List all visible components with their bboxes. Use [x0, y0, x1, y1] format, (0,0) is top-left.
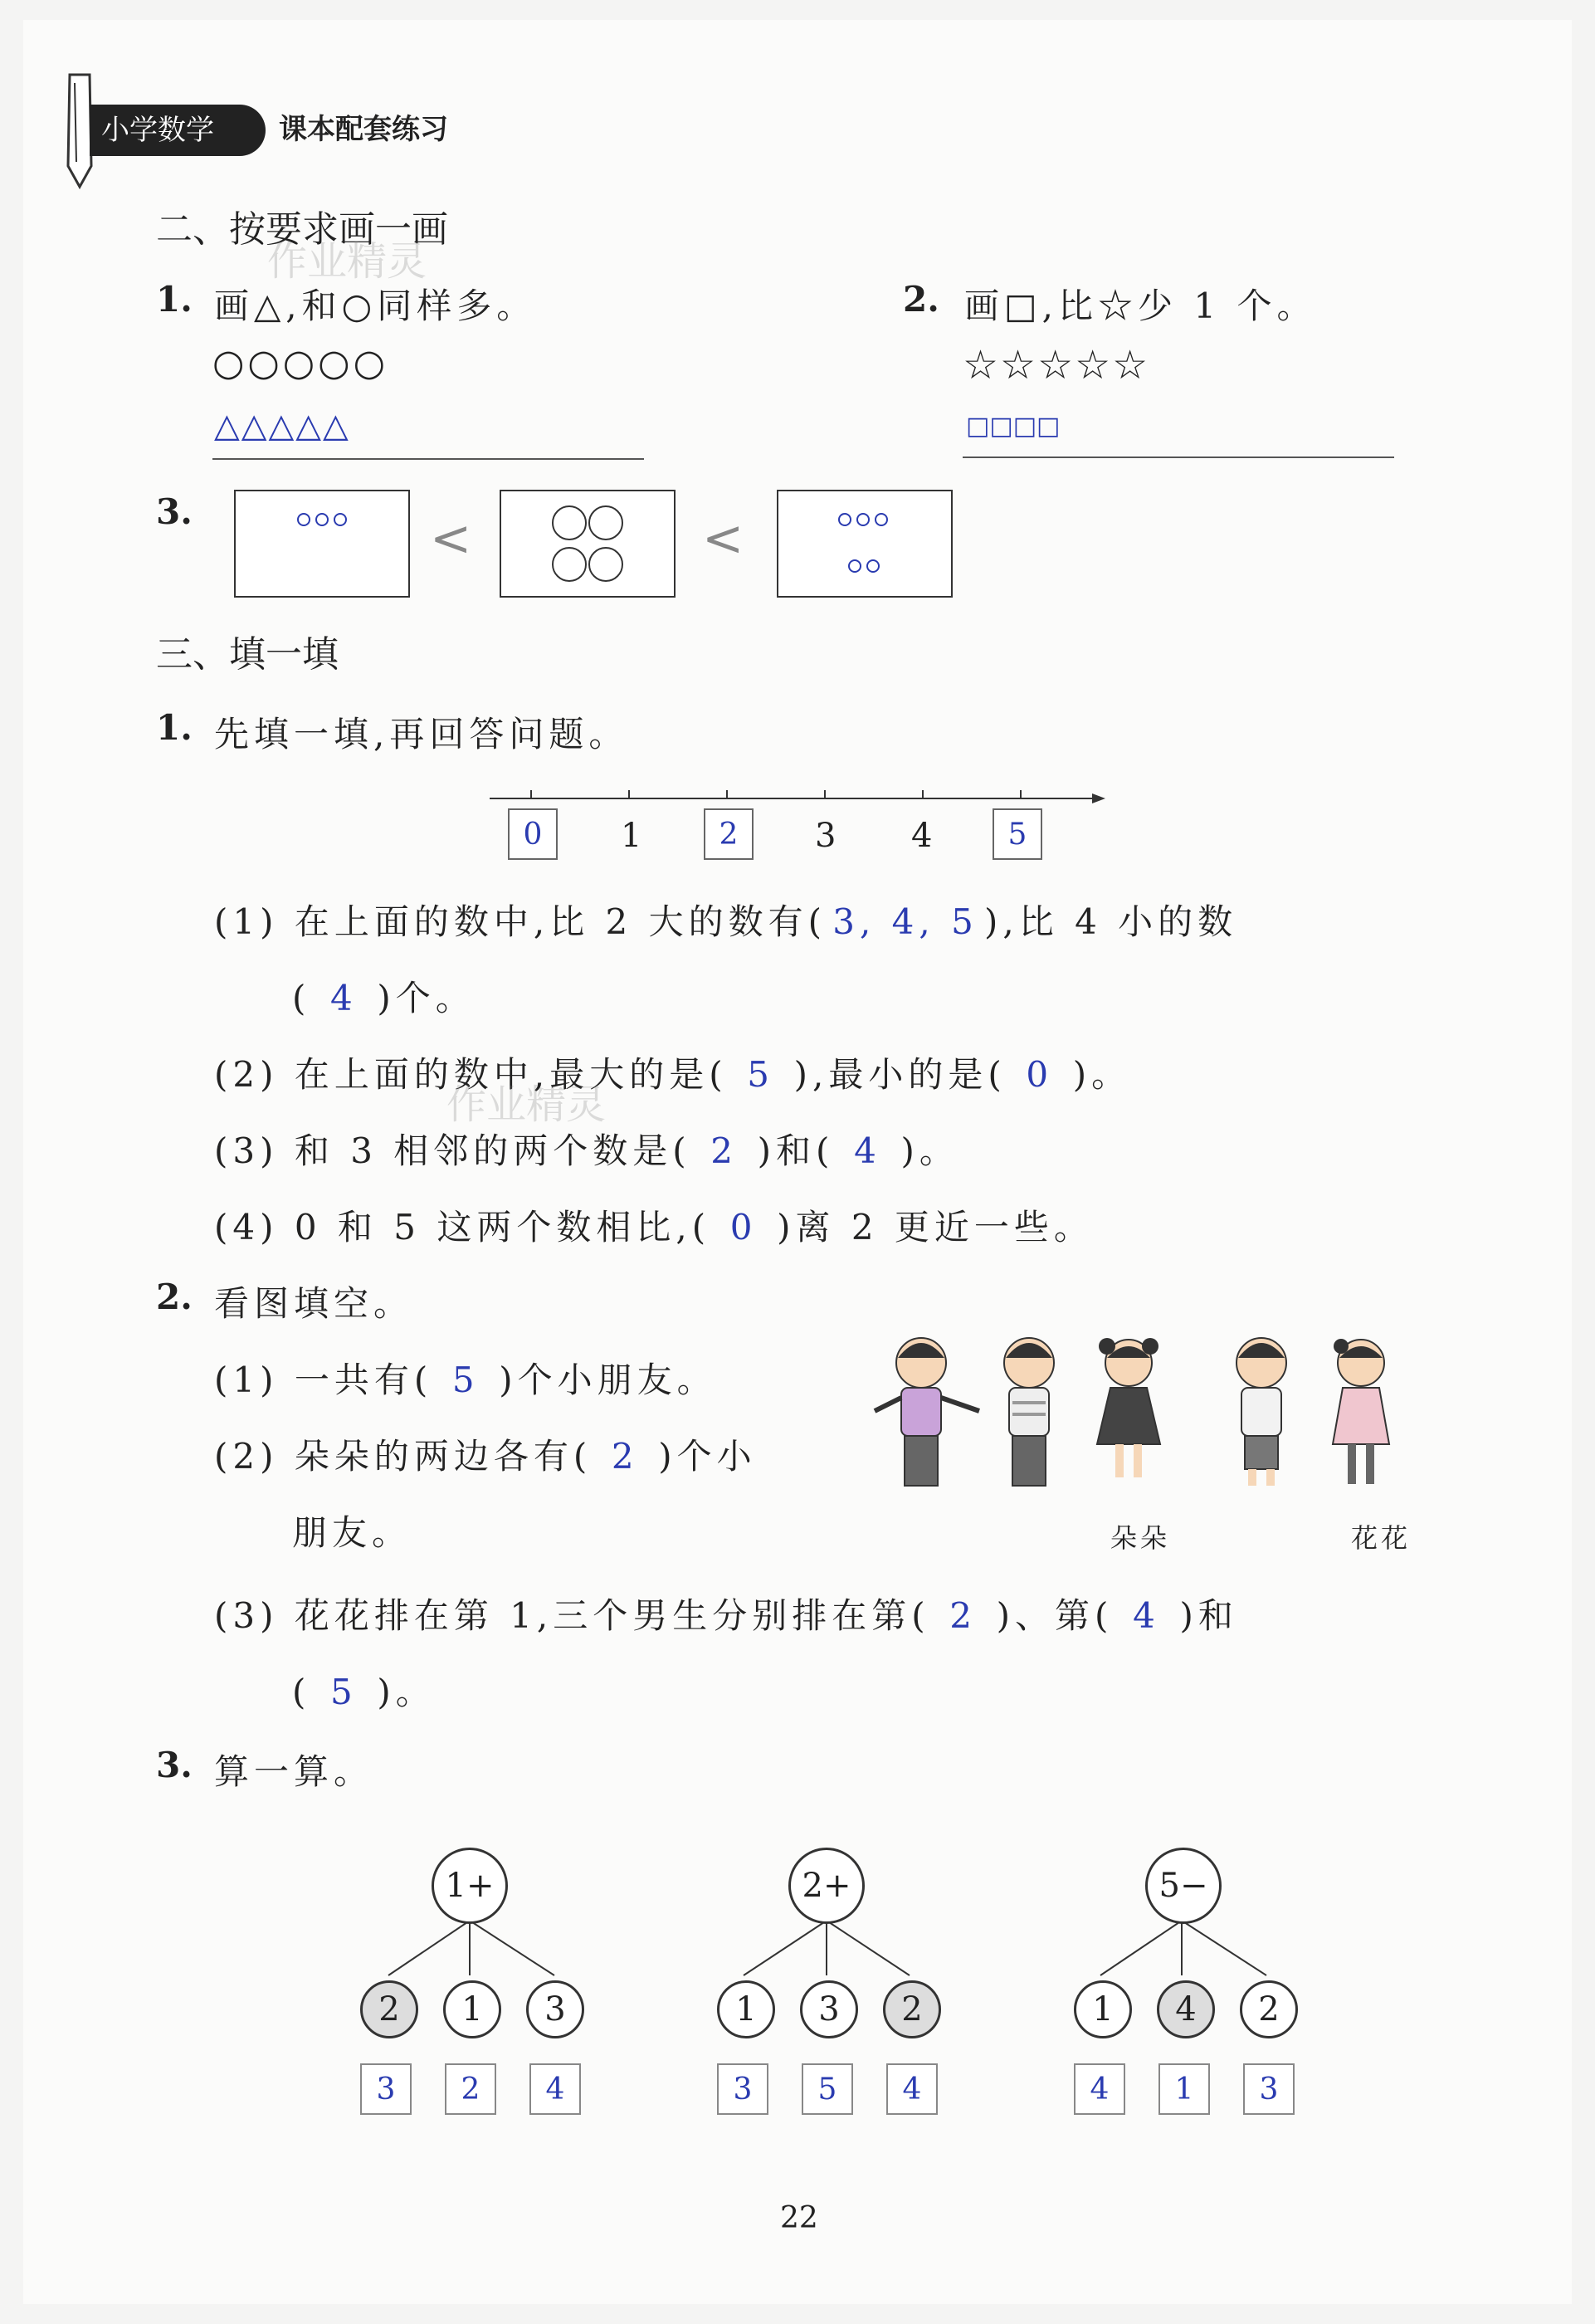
girl-duoduo: [1097, 1338, 1160, 1477]
s3q1-part4: (4) 0 和 5 这两个数相比,( 0 )离 2 更近一些。: [214, 1207, 1094, 1247]
numberline-label-3: 3: [815, 817, 837, 855]
tree-2-leaf-2: 3: [800, 1980, 858, 2038]
numberline-box-2: 2: [704, 808, 754, 860]
section3-title: 三、填一填: [156, 633, 339, 676]
less-than-1: <: [430, 510, 472, 568]
q2-stars: ☆☆☆☆☆: [963, 342, 1150, 388]
header-subject: 小学数学: [90, 105, 266, 156]
label-duoduo: 朵朵: [1110, 1522, 1171, 1554]
q1-circles: ○○○○○: [212, 342, 388, 384]
tree-3-leaf-2: 4: [1157, 1980, 1215, 2038]
tree-2-answer-2: 5: [802, 2063, 853, 2115]
q2-answer-line: [963, 456, 1394, 458]
q1-triangles-answer: △△△△△: [214, 407, 350, 445]
q3-number: 3.: [156, 491, 193, 532]
header-subtitle: 课本配套练习: [279, 113, 448, 146]
s3q2-part1: (1) 一共有( 5 )个小朋友。: [214, 1360, 717, 1400]
tree-3-answer-3: 3: [1243, 2063, 1295, 2115]
children-illustration: [855, 1328, 1402, 1519]
q1-answer-line: [212, 458, 644, 460]
s3q1-part1: (1) 在上面的数中,比 2 大的数有( 3, 4, 5 ),比 4 小的数: [214, 901, 1238, 942]
q2-text: 画□,比☆少 1 个。: [964, 286, 1317, 326]
compare-box-2: [500, 490, 676, 598]
tree-3-answer-2: 1: [1158, 2063, 1210, 2115]
tree-1-answer-2: 2: [445, 2063, 496, 2115]
s3q1-part2: (2) 在上面的数中,最大的是( 5 ),最小的是( 0 )。: [214, 1054, 1132, 1095]
girl-huahua: [1333, 1339, 1389, 1484]
numberline-box-5: 5: [993, 808, 1042, 860]
numberline-label-4: 4: [911, 817, 933, 855]
s3q3-text: 算一算。: [214, 1751, 374, 1792]
numberline-box-0: 0: [508, 808, 558, 860]
tree-2-leaf-3: 2: [883, 1980, 941, 2038]
watermark-2: 作业精灵: [446, 1081, 607, 1128]
tree-2-answer-1: 3: [717, 2063, 768, 2115]
tree-2-leaf-1: 1: [717, 1980, 775, 2038]
boy-2: [1004, 1338, 1054, 1486]
tree-2-top: 2+: [788, 1848, 865, 1924]
tree-1-leaf-2: 1: [443, 1980, 501, 2038]
numberline-label-1: 1: [621, 817, 642, 855]
s3q1-part1-cont: ( 4 )个。: [292, 978, 476, 1018]
tree-1-leaf-1: 2: [360, 1980, 418, 2038]
s3q1-number: 1.: [156, 707, 193, 748]
watermark: 作业精灵: [267, 238, 427, 285]
tree-1-top: 1+: [432, 1848, 508, 1924]
s3q2-text: 看图填空。: [214, 1283, 414, 1324]
s3q2-number: 2.: [156, 1277, 193, 1317]
s3q2-part3-cont: ( 5 )。: [292, 1672, 436, 1712]
tree-1-answer-3: 4: [529, 2063, 581, 2115]
compare-box-1: [234, 490, 410, 598]
boy-3: [1236, 1338, 1286, 1486]
tree-3-leaf-1: 1: [1074, 1980, 1132, 2038]
s3q2-part2: (2) 朵朵的两边各有( 2 )个小: [214, 1436, 757, 1477]
compare-box-3: [777, 490, 953, 598]
s3q1-text: 先填一填,再回答问题。: [214, 714, 629, 754]
page-number: 22: [780, 2201, 818, 2235]
tree-3-answer-1: 4: [1074, 2063, 1125, 2115]
tree-1-leaf-3: 3: [526, 1980, 584, 2038]
q1-number: 1.: [156, 279, 193, 320]
q2-number: 2.: [903, 279, 939, 320]
s3q2-part2-cont: 朋友。: [292, 1512, 412, 1553]
q1-text: 画△,和○同样多。: [214, 286, 537, 326]
tree-3-leaf-3: 2: [1240, 1980, 1298, 2038]
boy-1: [875, 1338, 979, 1486]
label-huahua: 花花: [1351, 1522, 1412, 1554]
less-than-2: <: [702, 510, 744, 568]
s3q1-part3: (3) 和 3 相邻的两个数是( 2 )和( 4 )。: [214, 1130, 959, 1171]
tree-1-answer-1: 3: [360, 2063, 412, 2115]
s3q3-number: 3.: [156, 1745, 193, 1785]
q2-squares-answer: □□□□: [966, 412, 1061, 441]
tree-3-top: 5−: [1145, 1848, 1222, 1924]
section2-title: 二、按要求画一画: [156, 208, 448, 251]
s3q2-part3: (3) 花花排在第 1,三个男生分别排在第( 2 )、第( 4 )和: [214, 1595, 1238, 1636]
tree-2-answer-3: 4: [886, 2063, 938, 2115]
